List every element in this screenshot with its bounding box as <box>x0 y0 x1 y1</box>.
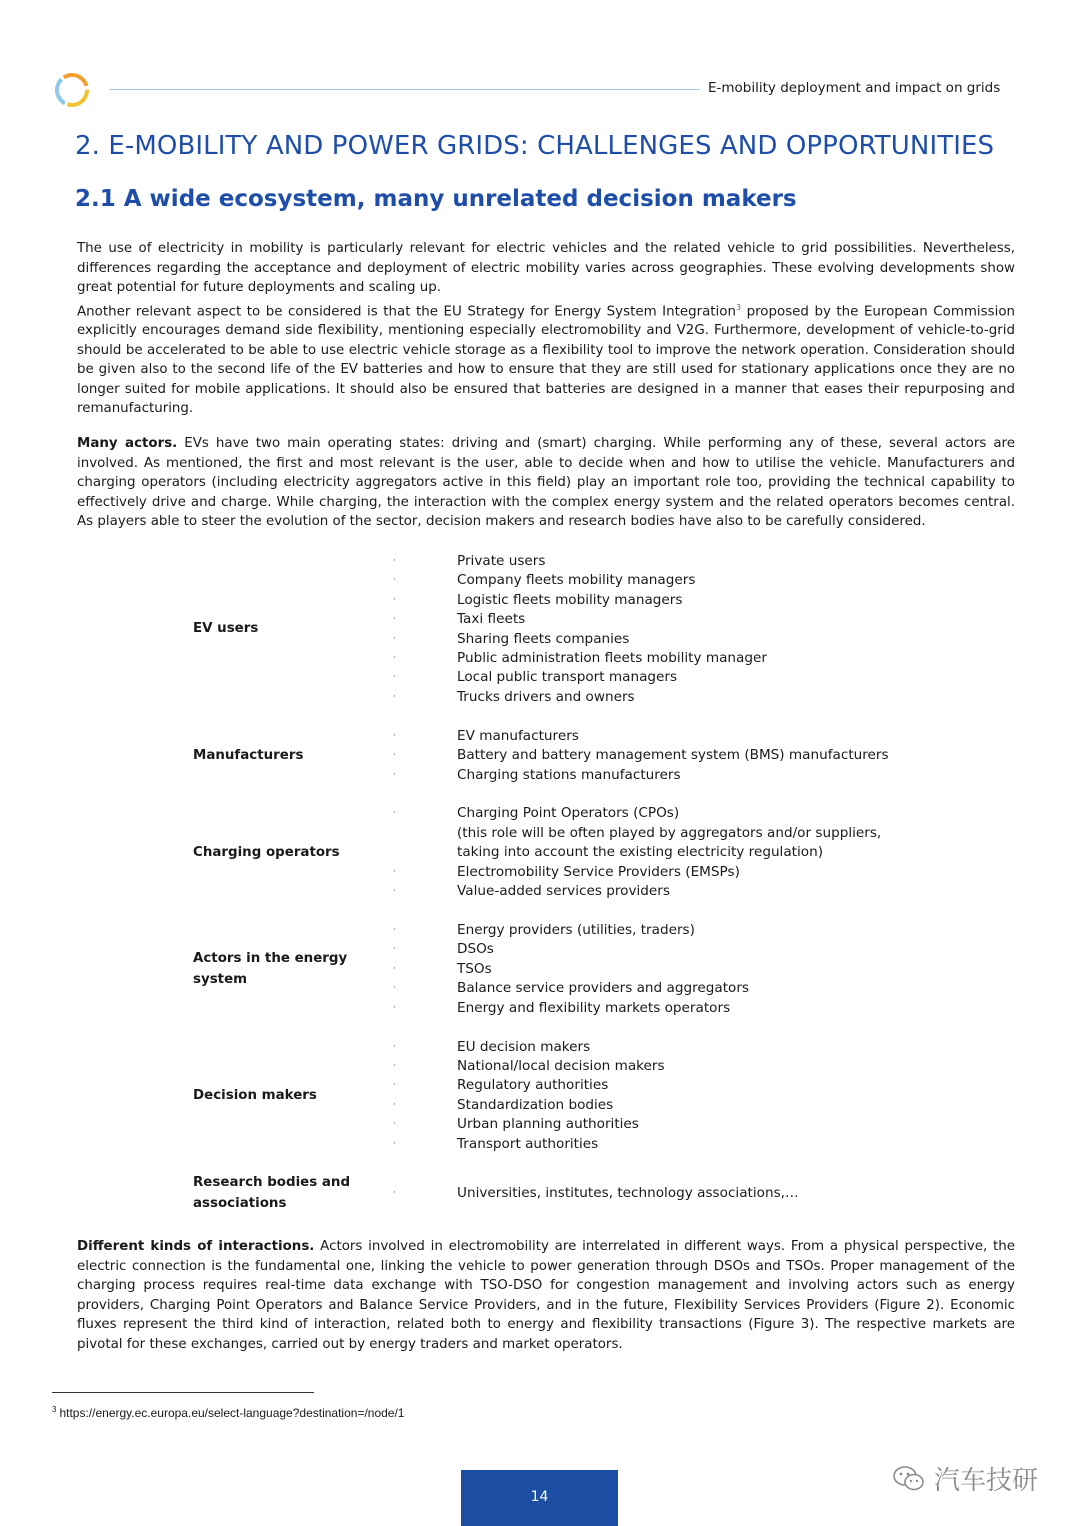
actor-group-label: Research bodies and associations <box>193 1175 351 1211</box>
list-item-text: Balance service providers and aggregators <box>457 980 750 997</box>
list-item <box>393 882 913 901</box>
actor-group <box>193 552 913 707</box>
list-item <box>393 804 913 823</box>
list-item-text: Regulatory authorities <box>457 1077 609 1094</box>
list-item <box>393 1115 913 1134</box>
list-item <box>393 727 913 746</box>
list-item-text: Logistic fleets mobility managers <box>457 591 683 608</box>
bullet-icon: · <box>393 691 396 702</box>
page-number: 14 <box>530 1489 549 1505</box>
logo-ring-icon <box>52 70 92 110</box>
list-item-text: National/local decision makers <box>457 1057 665 1074</box>
list-item-text: EU decision makers <box>457 1038 591 1055</box>
bullet-icon: · <box>393 1119 396 1130</box>
list-item <box>393 668 913 687</box>
actor-group-label: Actors in the energy system <box>193 951 348 987</box>
actor-list <box>393 1184 913 1203</box>
subsection-heading: 2.1 A wide ecosystem, many unrelated decision makers <box>75 186 797 212</box>
list-item-text: Charging Point Operators (CPOs) <box>457 805 680 822</box>
list-item-text: Charging stations manufacturers <box>457 766 681 783</box>
list-item <box>393 688 913 707</box>
list-item-text: Urban planning authorities <box>457 1116 639 1133</box>
actor-group <box>193 921 913 1018</box>
list-item <box>393 630 913 649</box>
bullet-icon: · <box>393 614 396 625</box>
list-item <box>393 940 913 959</box>
actor-group-label: Charging operators <box>193 844 340 860</box>
bullet-icon: · <box>393 1080 396 1091</box>
actor-list <box>393 804 913 901</box>
list-item-text: Trucks drivers and owners <box>457 688 635 705</box>
list-item <box>393 591 913 610</box>
footnote-number: 3 <box>52 1405 57 1414</box>
list-item-text: TSOs <box>457 960 492 977</box>
list-item-text: EV manufacturers <box>457 727 579 744</box>
list-item-text: DSOs <box>457 941 494 958</box>
many-actors-paragraph <box>77 434 1015 532</box>
bullet-icon: · <box>393 944 396 955</box>
list-item <box>393 766 913 785</box>
bullet-icon: · <box>393 594 396 605</box>
footnote-ref[interactable]: 3 <box>735 302 742 312</box>
wechat-icon <box>892 1464 926 1494</box>
actor-list <box>393 727 913 785</box>
bullet-icon: · <box>393 983 396 994</box>
list-item-text: Transport authorities <box>457 1135 599 1152</box>
list-item <box>393 1135 913 1154</box>
list-item <box>393 843 913 862</box>
bullet-icon <box>393 843 457 862</box>
watermark <box>892 1460 1038 1497</box>
bullet-icon: · <box>393 1099 396 1110</box>
watermark-text: 汽车技研 <box>934 1466 1039 1496</box>
list-item <box>393 960 913 979</box>
actor-group-label: Decision makers <box>193 1087 317 1103</box>
list-item <box>393 863 913 882</box>
list-item-text: Public administration fleets mobility manager <box>457 650 767 667</box>
bullet-icon <box>393 824 457 843</box>
actor-group-label: EV users <box>193 621 259 637</box>
bullet-icon: · <box>393 1188 396 1199</box>
list-item-text: Private users <box>457 553 546 569</box>
actor-group <box>193 1038 913 1154</box>
actor-list <box>393 921 913 1018</box>
actor-group <box>193 727 913 785</box>
bullet-icon: · <box>393 672 396 683</box>
running-header: E-mobility deployment and impact on grids <box>708 80 1001 96</box>
list-item <box>393 824 913 843</box>
footnote <box>52 1405 404 1420</box>
bullet-icon: · <box>393 653 396 664</box>
list-item-text: Energy and flexibility markets operators <box>457 999 731 1016</box>
list-item <box>393 1076 913 1095</box>
list-item-text: (this role will be often played by aggregators and/or suppliers, <box>457 824 882 841</box>
bullet-icon: · <box>393 730 396 741</box>
list-item <box>393 552 913 571</box>
interactions-text: Actors involved in electromobility are interrelated in different ways. From a physical perspective, the electric connection is the fundamental one, linking the vehicle to power generation through DSOs and TSOs. Proper management of the charging process requires real-time data exchange with TSO-DSO for congestion management and involving actors such as energy providers, Charging Point Operators and Balance Service Providers, and in the future, Flexibility Services Providers (Figure 2). Economic fluxes represent the third kind of interaction, related both to energy and flexibility transactions (Figure 3). The respective markets are pivotal for these exchanges, carried out by energy traders and market operators. <box>77 1239 1015 1352</box>
footnote-rule <box>52 1392 314 1393</box>
header-rule <box>110 89 700 90</box>
list-item <box>393 571 913 590</box>
list-item <box>393 979 913 998</box>
many-actors-text: EVs have two main operating states: driving and (smart) charging. While performing any of these, several actors are involved. As mentioned, the first and most relevant is the user, able to decide when and how to utilise the vehicle. Manufacturers and charging operators (including electricity aggregators active in this field) play an important role too, providing the technical capability to effectively drive and charge. While charging, the interaction with the complex energy system and the related operators becomes central. As players able to steer the evolution of the sector, decision makers and research bodies have also to be carefully considered. <box>77 436 1015 529</box>
bullet-icon: · <box>393 1060 396 1071</box>
intro-p2-end: proposed by the European Commission explicitly encourages demand side flexibility, mentioning especially electromobility and V2G. Furthermore, development of vehicle-to-grid should be accelerated to be able to use electric vehicle storage as a flexibility tool to improve the network operation. Consideration should be given also to the second life of the EV batteries and how to ensure that they are still used for stationary applications once they are no longer suited for mobile applications. It should also be ensured that batteries are designed in a manner that eases their repurposing and remanufacturing. <box>77 303 1015 417</box>
list-item <box>393 1057 913 1076</box>
list-item-text: Standardization bodies <box>457 1096 614 1113</box>
bullet-icon: · <box>393 963 396 974</box>
bullet-icon: · <box>393 556 396 566</box>
intro-p2-start: Another relevant aspect to be considered is that the EU Strategy for Energy System Integration <box>77 303 736 319</box>
list-item-text: Energy providers (utilities, traders) <box>457 922 695 938</box>
list-item-text: Electromobility Service Providers (EMSPs) <box>457 863 740 880</box>
list-item <box>393 1038 913 1057</box>
list-item-text: Local public transport managers <box>457 669 678 686</box>
list-item <box>393 1096 913 1115</box>
list-item <box>393 999 913 1018</box>
actor-group-label: Manufacturers <box>193 747 304 763</box>
bullet-icon: · <box>393 925 396 935</box>
list-item <box>393 746 913 765</box>
list-item-text: taking into account the existing electricity regulation) <box>457 844 824 861</box>
bullet-icon: · <box>393 808 396 819</box>
many-actors-lead: Many actors. <box>77 436 178 451</box>
list-item <box>393 1184 913 1203</box>
list-item-text: Universities, institutes, technology associations,… <box>457 1185 799 1202</box>
list-item-text: Sharing fleets companies <box>457 630 630 647</box>
list-item <box>393 649 913 668</box>
list-item <box>393 610 913 629</box>
bullet-icon: · <box>393 1041 396 1052</box>
bullet-icon: · <box>393 750 396 761</box>
bullet-icon: · <box>393 633 396 644</box>
intro-text <box>77 239 1015 419</box>
interactions-paragraph <box>77 1237 1015 1354</box>
actors-table <box>193 552 913 1234</box>
bullet-icon: · <box>393 886 396 897</box>
actor-group <box>193 804 913 901</box>
list-item-text: Company fleets mobility managers <box>457 572 696 589</box>
section-heading: 2. E-MOBILITY AND POWER GRIDS: CHALLENGES AND OPPORTUNITIES <box>75 131 995 161</box>
page-number-box <box>461 1470 618 1526</box>
list-item <box>393 921 913 940</box>
actor-group <box>193 1173 913 1214</box>
list-item-text: Taxi fleets <box>457 611 526 628</box>
list-item-text: Value-added services providers <box>457 883 670 900</box>
intro-paragraph-1: The use of electricity in mobility is particularly relevant for electric vehicles and the related vehicle to grid possibilities. Nevertheless, differences regarding the acceptance and deployment of electric mobility varies across geographies. These evolving developments show great potential for future deployments and scaling up. <box>77 241 1015 295</box>
intro-paragraph-2 <box>77 298 1015 419</box>
actor-list <box>393 552 913 707</box>
footnote-link[interactable]: https://energy.ec.europa.eu/select-language?destination=/node/1 <box>59 1406 405 1420</box>
bullet-icon: · <box>393 769 396 780</box>
bullet-icon: · <box>393 866 396 877</box>
actor-list <box>393 1038 913 1154</box>
bullet-icon: · <box>393 575 396 586</box>
interactions-lead: Different kinds of interactions. <box>77 1239 315 1254</box>
bullet-icon: · <box>393 1002 396 1013</box>
bullet-icon: · <box>393 1138 396 1149</box>
list-item-text: Battery and battery management system (BMS) manufacturers <box>457 747 889 764</box>
